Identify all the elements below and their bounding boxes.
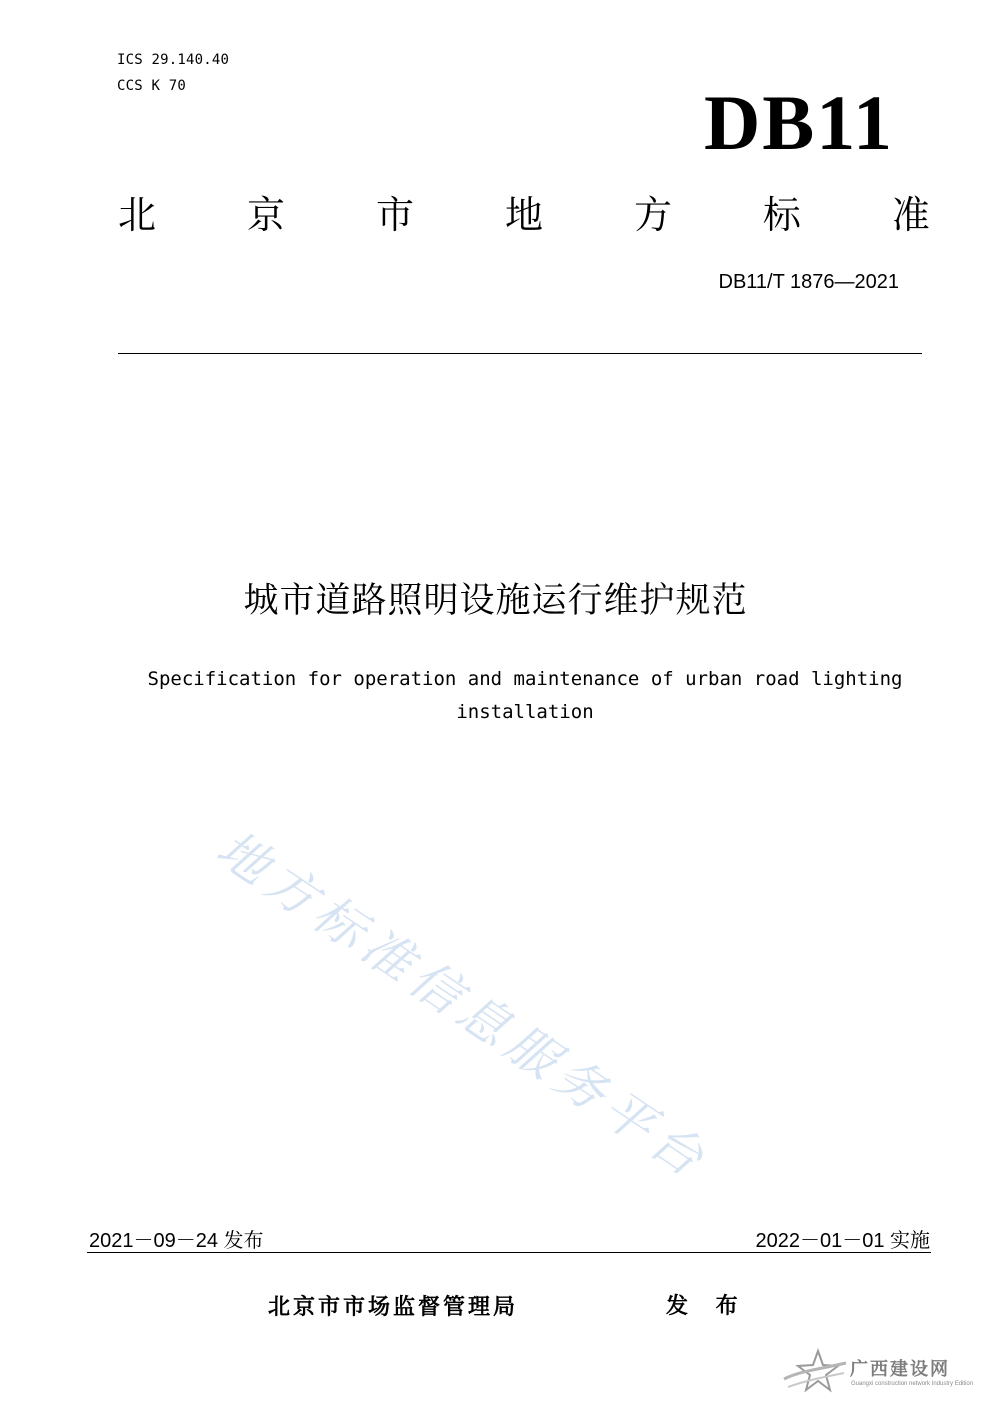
issue-date: 2021－09－24 发布 [89, 1230, 264, 1252]
standard-number: DB11/T 1876—2021 [718, 271, 899, 293]
standard-type-char: 标 [762, 193, 801, 237]
star-swoosh-icon [780, 1345, 850, 1395]
watermark: 地方标准信息服务平台 [206, 819, 720, 1192]
issuer-action: 发 布 [666, 1294, 748, 1319]
standard-type-char: 京 [246, 193, 285, 237]
db-logo: DB11 [703, 79, 894, 166]
effective-date: 2022－01－01 实施 [755, 1230, 930, 1252]
standard-type-char: 方 [633, 193, 672, 237]
site-logo-subtitle: Guangxi construction network Industry Edition [851, 1381, 974, 1387]
ics-code: ICS 29.140.40 [117, 52, 230, 68]
footer-divider [87, 1252, 931, 1253]
standard-type-char: 地 [504, 193, 543, 237]
header-divider [118, 353, 922, 354]
title-chinese: 城市道路照明设施运行维护规范 [243, 581, 748, 621]
issuer: 北京市市场监督管理局 [268, 1295, 519, 1320]
standard-type-char: 准 [891, 193, 930, 237]
standard-type [118, 193, 930, 237]
site-logo-name: 广西建设网 [850, 1359, 950, 1380]
title-english-line: installation [456, 701, 594, 723]
title-english-line: Specification for operation and maintenance of urban road lighting [147, 668, 903, 690]
standard-type-char: 市 [375, 193, 414, 237]
ccs-code: CCS K 70 [117, 78, 187, 94]
title-english [120, 663, 930, 729]
standard-type-char: 北 [118, 193, 157, 237]
